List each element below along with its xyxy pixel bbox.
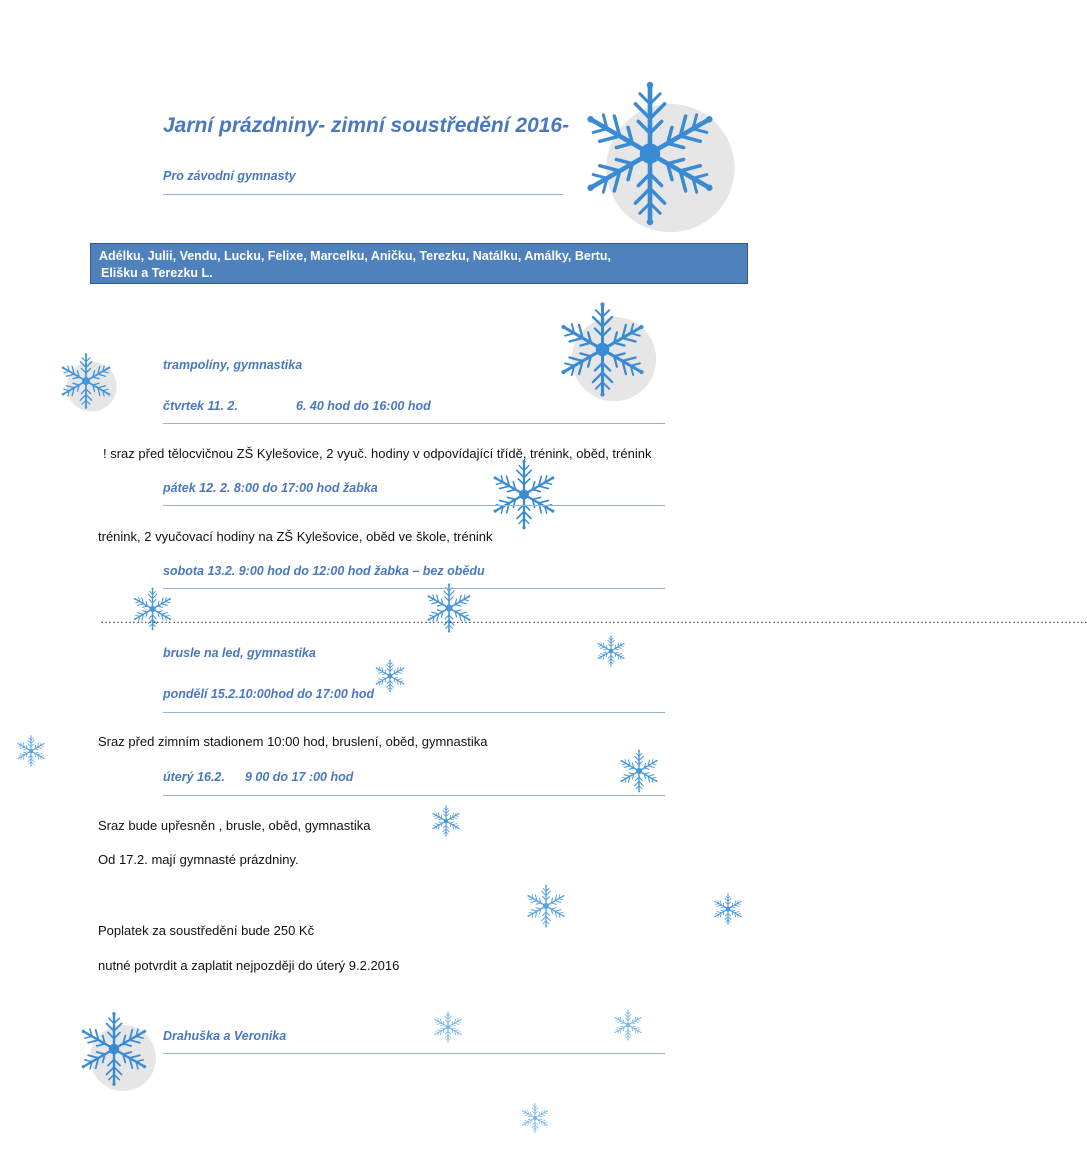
snowflake-icon xyxy=(518,880,574,932)
holiday-note: Od 17.2. mají gymnasté prázdniny. xyxy=(98,852,299,867)
day-heading: sobota 13.2. 9:00 hod do 12:00 hod žabka – bez obědu xyxy=(163,564,485,578)
signature: Drahuška a Veronika xyxy=(163,1029,287,1043)
divider xyxy=(163,423,665,424)
participants-box xyxy=(90,243,748,284)
day-label: čtvrtek 11. 2. xyxy=(163,399,238,413)
day-time: 9 00 do 17 :00 hod xyxy=(245,770,354,784)
snowflake-icon xyxy=(592,632,630,670)
snowflake-icon xyxy=(428,1008,468,1046)
snowflake-icon xyxy=(540,292,665,407)
activity-heading: brusle na led, gymnastika xyxy=(163,646,316,660)
page-subtitle: Pro závodní gymnasty xyxy=(163,169,296,183)
divider xyxy=(163,795,665,796)
day-heading: pondělí 15.2.10:00hod do 17:00 hod xyxy=(163,687,375,701)
day-description: Sraz bude upřesněn , brusle, oběd, gymnastika xyxy=(98,818,371,833)
snowflake-icon xyxy=(52,347,120,415)
divider xyxy=(163,1053,665,1054)
snowflake-icon xyxy=(516,1100,554,1136)
day-description: Sraz před zimním stadionem 10:00 hod, bruslení, oběd, gymnastika xyxy=(98,734,488,749)
snowflake-icon xyxy=(426,802,466,840)
snowflake-icon xyxy=(480,452,568,537)
day-label: úterý 16.2. xyxy=(163,770,225,784)
snowflake-icon xyxy=(560,66,740,241)
day-time: 6. 40 hod do 16:00 hod xyxy=(296,399,431,413)
participants-line-1: Adélku, Julii, Vendu, Lucku, Felixe, Marcelku, Aničku, Terezku, Natálku, Amálky, Bertu, xyxy=(99,249,611,263)
day-heading: pátek 12. 2. 8:00 do 17:00 hod žabka xyxy=(163,481,378,495)
divider xyxy=(163,712,665,713)
snowflake-icon xyxy=(125,583,180,635)
divider xyxy=(163,588,665,589)
snowflake-icon xyxy=(370,656,410,696)
day-description: ! sraz před tělocvičnou ZŠ Kylešovice, 2 vyuč. hodiny v odpovídající třídě, trénink, oběd, trénink xyxy=(103,446,652,461)
divider xyxy=(163,505,665,506)
fee-line: Poplatek za soustředění bude 250 Kč xyxy=(98,923,315,938)
dotted-separator: …………………………………………………………………………………………………………………………………………………………………………………………………………………………. xyxy=(100,612,1087,626)
snowflake-icon xyxy=(418,578,480,638)
snowflake-icon xyxy=(64,1004,164,1094)
divider xyxy=(163,194,563,195)
activity-heading: trampolíny, gymnastika xyxy=(163,358,303,372)
snowflake-icon xyxy=(612,745,666,797)
day-description: trénink, 2 vyučovací hodiny na ZŠ Kylešovice, oběd ve škole, trénink xyxy=(98,529,493,544)
fee-deadline: nutné potvrdit a zaplatit nejpozději do úterý 9.2.2016 xyxy=(98,958,400,973)
participants-line-2: Elišku a Terezku L. xyxy=(101,266,213,280)
page-title: Jarní prázdniny- zimní soustředění 2016- xyxy=(163,114,570,137)
snowflake-icon xyxy=(708,890,748,928)
snowflake-icon xyxy=(12,732,50,770)
snowflake-icon xyxy=(608,1006,648,1044)
